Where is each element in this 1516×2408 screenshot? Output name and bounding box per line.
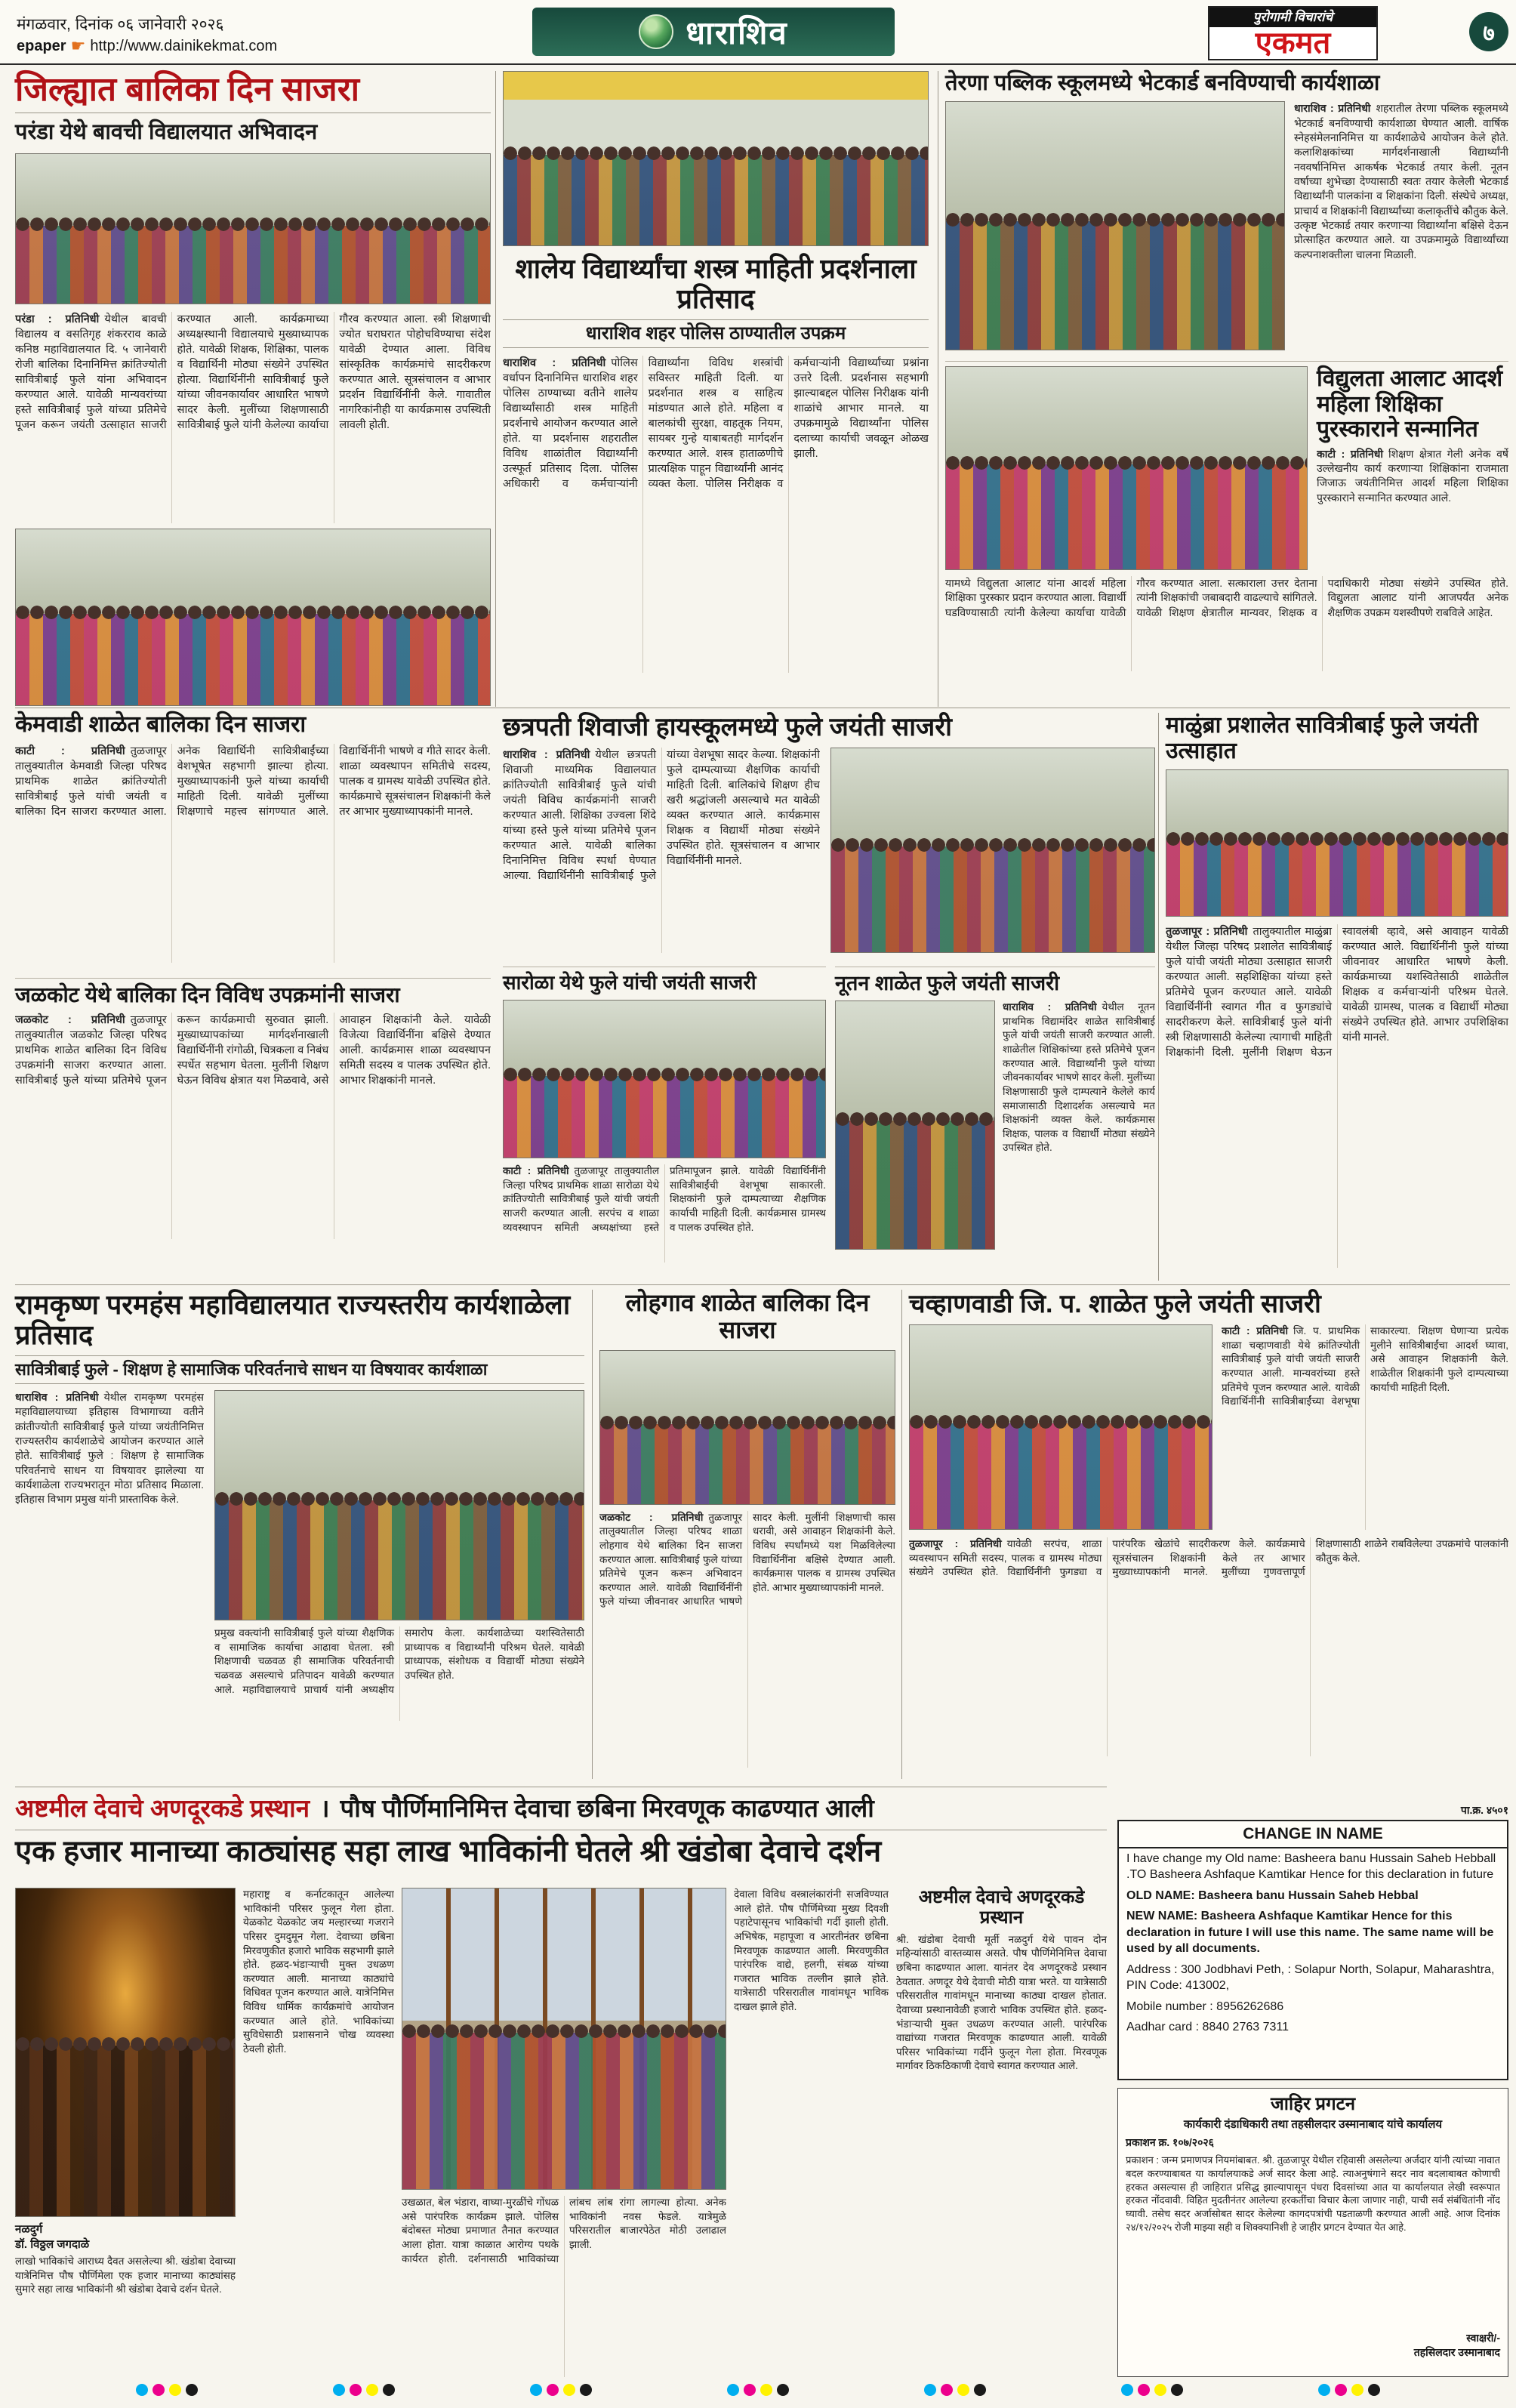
magenta-dot <box>941 2384 953 2396</box>
byline: जळकोट : प्रतिनिधी <box>599 1511 704 1523</box>
print-registration-dots <box>1318 2384 1380 2396</box>
epaper-line <box>17 36 277 56</box>
byline: धाराशिव : प्रतिनिधी <box>503 357 606 370</box>
headline: केमवाडी शाळेत बालिका दिन साजरा <box>15 712 307 737</box>
photo-shastra-pradarshan <box>503 71 929 246</box>
subhead: धाराशिव शहर पोलिस ठाण्यातील उपक्रम <box>503 319 929 349</box>
khandoba-column-1 <box>15 1888 236 2376</box>
brand-name: एकमत <box>1255 26 1331 60</box>
article-balika-din <box>15 71 491 523</box>
byline: काटी : प्रतिनिधी <box>503 1165 569 1177</box>
black-dot <box>580 2384 592 2396</box>
brand-box <box>1208 6 1378 60</box>
website-link[interactable]: http://www.dainikekmat.com <box>90 37 278 54</box>
headline: शालेय विद्यार्थ्यांचा शस्त्र माहिती प्रदर्शनाला प्रतिसाद <box>515 253 917 315</box>
black-dot <box>186 2384 198 2396</box>
notice-body: प्रकाशन : जन्म प्रमाणपत्र नियमांबाबत. श्री. तुळजापूर येथील रहिवासी असलेल्या अर्जदार यांनी त्यांच्या नावात बदल करण्याबाबत या कार्यालयाकडे अर्ज सादर केला आहे. त्याअनुषंगाने सदर नाव बदलाबाबत कोणाची हरकत असल्यास ही जाहिरात प्रसिद्ध झाल्यापासून पंधरा दिवसांच्या आत या कार्यालयात लेखी स्वरूपात हरकत नोंदवावी. विहित मुदतीनंतर आलेल्या हरकतींचा विचार केला जाणार नाही, याची सर्व संबंधितांनी नोंद घ्यावी. तसेच सदर अर्जासोबत सादर केलेल्या कागदपत्रांची पडताळणी करण्यात आली आहे. आज दिनांक २४/१२/२०२५ रोजी माझ्या सही व शिक्क्यानिशी हे जाहीर प्रगटन देण्यात येत आहे. <box>1126 2154 1500 2234</box>
brand-tagline: पुरोगामी विचारांचे <box>1209 8 1376 27</box>
body-text: शहरातील तेरणा पब्लिक स्कूलमध्ये भेटकार्ड बनविण्याची कार्यशाळा घेण्यात आली. वार्षिक स्नेहसंमेलनानिमित्त या कार्यशाळेचे आयोजन केले होते. कलाशिक्षकांच्या मार्गदर्शनाखाली विद्यार्थ्यांनी नववर्षानिमित्त आकर्षक भेटकार्ड तयार केली. नूतन वर्षाच्या शुभेच्छा देण्यासाठी स्वतः तयार केलेली भेटकार्ड विद्यार्थ्यांनी पालकांना व शिक्षकांना दिली. संस्थेचे अध्यक्ष, प्राचार्य व शिक्षकांनी विद्यार्थ्यांच्या कलाकृतींचे कौतुक केले. उत्कृष्ट भेटकार्ड तयार करणाऱ्या विद्यार्थ्यांना बक्षिसे देऊन प्रोत्साहित करण्यात आले. या उपक्रमामुळे विद्यार्थ्यांच्या कल्पनाशक्तीला चालना मिळाली. <box>1294 102 1508 261</box>
change-in-name-notice <box>1117 1820 1508 2080</box>
yellow-dot <box>957 2384 969 2396</box>
headline: नूतन शाळेत फुले जयंती साजरी <box>835 972 1060 994</box>
body-text: येथील बावची विद्यालय व वसतिगृह शंकरराव काळे कनिष्ठ महाविद्यालयात दि. ५ जानेवारी रोजी बालिका दिनानिमित्त क्रांतिज्योती सावित्रीबाई फुले यांना अभिवादन करण्यात आले. यावेळी मान्यवरांच्या हस्ते सावित्रीबाई फुले यांच्या प्रतिमेचे पूजन करून जयंती उत्साहात साजरी करण्यात आली. कार्यक्रमाच्या अध्यक्षस्थानी विद्यालयाचे मुख्याध्यापक होते. यावेळी शिक्षक, शिक्षिका, पालक व विद्यार्थिनी मोठ्या संख्येने उपस्थित होत्या. विद्यार्थिनींनी सावित्रीबाई फुले यांच्या जीवनकार्यावर आधारित भाषणे सादर केली. मुलींच्या शिक्षणासाठी सावित्रीबाई फुले यांनी केलेल्या कार्याचा गौरव करण्यात आला. स्त्री शिक्षणाची ज्योत घराघरात पोहोचविण्याचा संदेश यावेळी देण्यात आला. विविध सांस्कृतिक कार्यक्रमांचे सादरीकरण करण्यात आले. सूत्रसंचालन व आभार प्रदर्शन विद्यार्थिनींनी केले. गावातील नागरिकांनीही या कार्यक्रमास उपस्थिती लावली होती. <box>15 313 491 432</box>
notice-ref-line: प्रकाशन क्र. १०७/२०२६ <box>1126 2135 1214 2148</box>
body-text: येथील रामकृष्ण परमहंस महाविद्यालयाच्या इतिहास विभागाच्या वतीने क्रांतीज्योती सावित्रीबाई फुले यांच्या जयंतीनिमित्त राज्यस्तरीय कार्यशाळेचे आयोजन करण्यात आले होते. सावित्रीबाई फुले : शिक्षण हे सामाजिक परिवर्तनाचे साधन या विषयावर झालेल्या या कार्यशाळेला राज्यभरातून मोठा प्रतिसाद मिळाला. इतिहास विभाग प्रमुख यांनी प्रास्ताविक केले. <box>15 1391 204 1506</box>
body-text: तुळजापूर तालुक्यातील जळकोट जिल्हा परिषद प्राथमिक शाळेत बालिका दिन विविध उपक्रमांनी साजरा करण्यात आला. सावित्रीबाई फुले यांच्या प्रतिमेचे पूजन करून कार्यक्रमाची सुरुवात झाली. मुख्याध्यापकांच्या मार्गदर्शनाखाली विद्यार्थिनींनी रांगोळी, चित्रकला व निबंध स्पर्धेत सहभाग घेतला. मुलींनी शिक्षण घेऊन विविध क्षेत्रात यश मिळवावे, असे आवाहन शिक्षकांनी केले. यावेळी विजेत्या विद्यार्थिनींना बक्षिसे देण्यात आली. कार्यक्रमास शाळा व्यवस्थापन समिती सदस्य व पालक उपस्थित होते. आभार शिक्षकांनी मानले. <box>15 1014 491 1087</box>
byline: काटी : प्रतिनिधी <box>15 745 125 757</box>
body-text: पोलिस वर्धापन दिनानिमित्त धाराशिव शहर पोलिस ठाण्याच्या वतीने शालेय विद्यार्थ्यांसाठी शस्त्र माहिती प्रदर्शनाचे आयोजन करण्यात आले होते. या प्रदर्शनास शहरातील विविध शाळांतील विद्यार्थ्यांनी उत्स्फूर्त प्रतिसाद दिला. पोलिस अधिकारी व कर्मचाऱ्यांनी विद्यार्थ्यांना विविध शस्त्रांची सविस्तर माहिती दिली. या प्रदर्शनात शस्त्र व साहित्य मांडण्यात आले होते. महिला व बालकांची सुरक्षा, वाहतूक नियम, सायबर गुन्हे याबाबतही मार्गदर्शन करण्यात आले. शस्त्र हाताळणीचे प्रात्यक्षिक पाहून विद्यार्थ्यांनी आनंद व्यक्त केला. पोलिस निरीक्षक व कर्मचाऱ्यांनी विद्यार्थ्यांच्या प्रश्नांना उत्तरे दिली. प्रदर्शनास सहभागी झाल्याबद्दल पोलिस निरीक्षक यांनी शाळांचे आभार मानले. या उपक्रमामुळे विद्यार्थ्यांना पोलिस दलाच्या कार्याची जवळून ओळख झाली. <box>503 357 929 491</box>
body-text: येथील छत्रपती शिवाजी माध्यमिक विद्यालयात क्रांतिज्योती सावित्रीबाई फुले यांची जयंती विविध कार्यक्रमांनी साजरी करण्यात आली. शिक्षिका उज्वला शिंदे यांच्या हस्ते फुले यांच्या प्रतिमेचे पूजन करण्यात आले. यावेळी बालिका दिनानिमित्त विविध स्पर्धा घेण्यात आल्या. विद्यार्थिनींनी सावित्रीबाई फुले यांच्या वेशभूषा सादर केल्या. शिक्षकांनी फुले दाम्पत्याच्या शैक्षणिक कार्याची माहिती दिली. बालिकांचे शिक्षण हीच खरी श्रद्धांजली असल्याचे मत यावेळी व्यक्त करण्यात आले. कार्यक्रमास शिक्षक व विद्यार्थी मोठ्या संख्येने उपस्थित होते. सूत्रसंचालन व आभार विद्यार्थिनींनी मानले. <box>503 749 820 883</box>
photo-malumbra <box>1166 769 1508 917</box>
article-ramkrishna-workshop <box>15 1290 584 1722</box>
headline: तेरणा पब्लिक स्कूलमध्ये भेटकार्ड बनविण्याची कार्यशाळा <box>945 71 1380 95</box>
byline: जळकोट : प्रतिनिधी <box>15 1014 125 1027</box>
article-terna-school <box>945 71 1508 350</box>
article-ashtamil <box>896 1888 1107 2375</box>
byline: काटी : प्रतिनिधी <box>1317 447 1384 460</box>
photo-ramkrishna-workshop <box>214 1390 584 1620</box>
divider <box>495 71 496 707</box>
photo-nutan <box>835 1001 995 1250</box>
photo-vidyulata-alat <box>945 366 1308 570</box>
subarticle-heading: अष्टमील देवाचे अणदूरकडे प्रस्थान <box>918 1887 1085 1928</box>
notice-intro: I have change my Old name: Basheera banu Hussain Saheb Hebball .TO Basheera Ashfaque Kamtikar Hence for this declaration in future <box>1126 1852 1496 1882</box>
photo-temple-night <box>15 1888 236 2217</box>
body-text: तुळजापूर तालुक्यातील जिल्हा परिषद शाळा लोहगाव येथे बालिका दिन साजरा करण्यात आला. सावित्रीबाई फुले यांच्या प्रतिमेचे पूजन करून अभिवादन करण्यात आले. यावेळी विद्यार्थिनींनी फुले यांच्या जीवनावर आधारित भाषणे सादर केली. मुलींनी शिक्षणाची कास धरावी, असे आवाहन शिक्षकांनी केले. विविध स्पर्धांमध्ये यश मिळविलेल्या विद्यार्थिनींना बक्षिसे देण्यात आली. कार्यक्रमास पालक व ग्रामस्थ उपस्थित होते. आभार मुख्याध्यापकांनी मानले. <box>599 1511 895 1608</box>
body-text: देवाला विविध वस्त्रालंकारांनी सजविण्यात आले होते. पौष पौर्णिमेच्या मुख्य दिवशी पहाटेपासूनच भाविकांची गर्दी झाली होती. अभिषेक, महापूजा व आरतीनंतर छबिना मिरवणूक काढण्यात आली. मिरवणुकीत पारंपरिक वाद्ये, हलगी, संबळ यांच्या गजरात भाविक तल्लीन झाले होते. यात्रेसाठी परिसरातील गावांमधून भाविक दाखल झाले होते. <box>734 1888 889 2012</box>
notice-mobile: Mobile number : 8956262686 <box>1126 1999 1284 2013</box>
author-credit: डॉ. विठ्ठल जगदाळे <box>15 2238 90 2251</box>
notice-new-name: NEW NAME: Basheera Ashfaque Kamtikar Hence for this declaration in future I will use this name. The same name will be used by all documents. <box>1126 1910 1494 1956</box>
headline: छत्रपती शिवाजी हायस्कूलमध्ये फुले जयंती साजरी <box>503 713 952 742</box>
magenta-dot <box>547 2384 559 2396</box>
byline: धाराशिव : प्रतिनिधी <box>503 749 590 762</box>
photo-sarola <box>503 1000 826 1158</box>
yellow-dot <box>366 2384 378 2396</box>
magenta-dot <box>1138 2384 1150 2396</box>
cyan-dot <box>727 2384 739 2396</box>
body-text: जि. प. प्राथमिक शाळा चव्हाणवाडी येथे क्रांतिज्योती सावित्रीबाई फुले यांची जयंती साजरी करण्यात आली. मान्यवरांच्या हस्ते प्रतिमेचे पूजन करण्यात आले. यावेळी विद्यार्थिनींनी सावित्रीबाईंच्या वेशभूषा साकारल्या. शिक्षण घेणाऱ्या प्रत्येक मुलीने सावित्रीबाईंचा आदर्श घ्यावा, असे आवाहन शिक्षकांनी केले. शाळेतील शिक्षकांनी फुले दाम्पत्याच्या कार्याची माहिती दिली. <box>1222 1325 1508 1407</box>
notice-sign-label: स्वाक्षरी/- <box>1466 2331 1500 2344</box>
article-kemwadi <box>15 529 491 963</box>
black-dot <box>1171 2384 1183 2396</box>
black-dot <box>383 2384 395 2396</box>
yellow-dot <box>169 2384 181 2396</box>
body-text-continued: यामध्ये विद्युलता आलाट यांना आदर्श महिला शिक्षिका पुरस्कार प्रदान करण्यात आला. विद्यार्थी घडविण्यासाठी त्यांनी केलेल्या कार्याचा यावेळी गौरव करण्यात आला. सत्काराला उत्तर देताना त्यांनी शिक्षकांची जबाबदारी वाढल्याचे सांगितले. यावेळी शिक्षण क्षेत्रातील मान्यवर, शिक्षक व पदाधिकारी मोठ्या संख्येने उपस्थित होते. विद्युलता आलाट यांनी आजपर्यंत अनेक शैक्षणिक उपक्रम यशस्वीपणे राबविले आहेत. <box>945 577 1508 618</box>
article-sarola <box>503 967 826 1263</box>
headline: एक हजार मानाच्या काठ्यांसह सहा लाख भाविकांनी घेतले श्री खंडोबा देवाचे दर्शन <box>15 1835 882 1868</box>
print-registration-dots <box>333 2384 395 2396</box>
masthead-banner <box>532 8 895 56</box>
notice-title: जाहिर प्रगटन <box>1270 2094 1356 2114</box>
byline: तुळजापूर : प्रतिनिधी <box>909 1538 1002 1550</box>
body-text: तालुक्यातील माळुंब्रा येथील जिल्हा परिषद प्रशालेत सावित्रीबाई फुले यांची जयंती मोठ्या उत्साहात साजरी करण्यात आली. सहशिक्षिका यांच्या हस्ते प्रतिमेचे पूजन करण्यात आले. यावेळी विद्यार्थिनींनी स्वागत गीत व फुगड्यांचे सादरीकरण केले. सावित्रीबाई फुले यांनी स्त्री शिक्षणासाठी केलेल्या त्यागाची माहिती शिक्षकांनी दिली. मुलींनी शिक्षण घेऊन स्वावलंबी व्हावे, असे आवाहन यावेळी करण्यात आले. विद्यार्थिनींनी फुले यांच्या जीवनावर आधारित भाषणे केली. कार्यक्रमाच्या यशस्वितेसाठी शाळेतील शिक्षक व कर्मचाऱ्यांनी परिश्रम घेतले. यावेळी ग्रामस्थ, पालक व विद्यार्थी मोठ्या संख्येने उपस्थित होते. आभार उपशिक्षिका यांनी मानले. <box>1166 926 1508 1059</box>
cyan-dot <box>1318 2384 1330 2396</box>
print-registration-dots <box>530 2384 592 2396</box>
print-registration-dots <box>727 2384 789 2396</box>
photo-kemwadi <box>15 529 491 706</box>
byline: परंडा : प्रतिनिधी <box>15 313 100 326</box>
black-dot <box>1368 2384 1380 2396</box>
print-registration-dots <box>924 2384 986 2396</box>
yellow-dot <box>760 2384 772 2396</box>
article-lohgaon <box>599 1290 895 1768</box>
divider <box>901 1290 902 1779</box>
black-dot <box>974 2384 986 2396</box>
date-line: मंगळवार, दिनांक ०६ जानेवारी २०२६ <box>17 16 224 33</box>
notice-old-name: OLD NAME: Basheera banu Hussain Saheb Hebbal <box>1126 1888 1419 1902</box>
notice-office-line: कार्यकारी दंडाधिकारी तथा तहसीलदार उस्मानाबाद यांचे कार्यालय <box>1183 2117 1443 2131</box>
magenta-dot <box>744 2384 756 2396</box>
khandoba-column-2 <box>243 1888 394 2377</box>
article-vidyulata-alat <box>945 361 1508 671</box>
headline: माळुंब्रा प्रशालेत सावित्रीबाई फुले जयंती उत्साहात <box>1166 713 1478 763</box>
photo-chavhanwadi <box>909 1324 1212 1530</box>
article-shastra-pradarshan <box>503 71 929 673</box>
body-text: तुळजापूर तालुक्यातील केमवाडी जिल्हा परिषद प्राथमिक शाळेत क्रांतिज्योती सावित्रीबाई फुले यांची जयंती व बालिका दिन साजरा करण्यात आला. अनेक विद्यार्थिनी सावित्रीबाईंच्या वेशभूषेत सहभागी झाल्या होत्या. मुख्याध्यापकांनी फुले यांच्या कार्याची माहिती दिली. यावेळी मुलींच्या शिक्षणाचे महत्त्व सांगण्यात आले. विद्यार्थिनींनी भाषणे व गीते सादर केली. शाळा व्यवस्थापन समितीचे सदस्य, पालक व ग्रामस्थ यावेळी उपस्थित होते. कार्यक्रमाचे सूत्रसंचालन शिक्षकांनी केले तर आभार मुख्याध्यापकांनी मानले. <box>15 745 491 818</box>
black-dot <box>777 2384 789 2396</box>
article-khandoba-headline <box>15 1835 1107 1869</box>
cyan-dot <box>530 2384 542 2396</box>
photo-kathi-procession <box>402 1888 726 2190</box>
headline: जिल्ह्यात बालिका दिन साजरा <box>15 71 491 113</box>
epaper-label: epaper <box>17 37 66 54</box>
cyan-dot <box>1121 2384 1133 2396</box>
globe-icon <box>639 14 673 49</box>
article-chavhanwadi <box>909 1290 1508 1756</box>
article-chhatrapati-shivaji <box>503 713 1155 953</box>
body-text: यावेळी सरपंच, शाळा व्यवस्थापन समिती सदस्य, पालक व ग्रामस्थ मोठ्या संख्येने उपस्थित होते. विद्यार्थिनींनी फुगड्या व पारंपरिक खेळांचे सादरीकरण केले. कार्यक्रमाचे सूत्रसंचालन शिक्षकांनी केले तर आभार मुख्याध्यापकांनी मानले. मुलींच्या गुणवत्तापूर्ण शिक्षणासाठी शाळेने राबविलेल्या उपक्रमांचे पालकांनी कौतुक केले. <box>909 1538 1508 1578</box>
body-text: तुळजापूर तालुक्यातील जिल्हा परिषद प्राथमिक शाळा सारोळा येथे क्रांतिज्योती सावित्रीबाई फुले यांची जयंती साजरी करण्यात आली. सरपंच व शाळा व्यवस्थापन समिती अध्यक्षांच्या हस्ते प्रतिमापूजन झाले. यावेळी विद्यार्थिनींनी सावित्रीबाईंची वेशभूषा साकारली. शिक्षकांनी फुले दाम्पत्याच्या शैक्षणिक कार्याची माहिती दिली. कार्यक्रमास ग्रामस्थ व पालक उपस्थित होते. <box>503 1165 826 1233</box>
photo-lohgaon <box>599 1350 895 1505</box>
divider <box>15 1284 1510 1285</box>
body-text: महाराष्ट्र व कर्नाटकातून आलेल्या भाविकांनी परिसर फुलून गेला होता. येळकोट येळकोट जय मल्हारच्या गजराने परिसर दुमदुमून गेला. देवाच्या छबिना मिरवणुकीत हजारो भाविक सहभागी झाले होते. हळद-भंडाऱ्याची मुक्त उधळण करण्यात आली. मानाच्या काठ्यांचे विधिवत पूजन करण्यात आले. यात्रेनिमित्त विविध धार्मिक कार्यक्रमांचे आयोजन करण्यात आले होते. भाविकांच्या सुविधेसाठी प्रशासनाने चोख व्यवस्था ठेवली होती. <box>243 1888 394 2055</box>
body-text: श्री. खंडोबा देवाची मूर्ती नळदुर्ग येथे पावन दोन महिन्यांसाठी वास्तव्यास असते. पौष पौर्णिमेनिमित्त देवाचा छबिना काढण्यात आला. यानंतर देव अणदूरकडे प्रस्थान ठेवतात. अणदूर येथे देवाची मोठी यात्रा भरते. या यात्रेसाठी परिसरातील गावांमधून मानाच्या काठ्या दाखल होतात. देवाच्या प्रस्थानावेळी हजारो भाविक उपस्थित होते. हळद-भंडाऱ्याची मुक्त उधळण करण्यात आली. पारंपरिक वाद्यांच्या गजरात मिरवणूक काढण्यात आली. यावेळी परिसर भाविकांच्या गर्दीने फुलून गेला होता. मिरवणूक मार्गावर ठिकठिकाणी देवाचे स्वागत करण्यात आले. <box>896 1933 1107 2072</box>
photo-terna-school <box>945 101 1285 350</box>
headline: जळकोट येथे बालिका दिन विविध उपक्रमांनी साजरा <box>15 983 400 1007</box>
body-text: उखळात, बेल भंडारा, वाघ्या-मुरळींचे गोंधळ असे पारंपरिक कार्यक्रम झाले. पोलिस बंदोबस्त मोठ्या प्रमाणात तैनात करण्यात आला होता. यात्रा काळात आरोग्य पथके कार्यरत होती. दर्शनासाठी भाविकांच्या लांबच लांब रांगा लागल्या होत्या. अनेक भाविकांनी नवस फेडले. यात्रेमुळे परिसरातील बाजारपेठेत मोठी उलाढाल झाली. <box>402 2197 726 2265</box>
article-jalkot <box>15 978 491 1239</box>
byline: धाराशिव : प्रतिनिधी <box>1294 102 1371 115</box>
byline: धाराशिव : प्रतिनिधी <box>1003 1001 1097 1013</box>
page-ref-note: पा.क्र. ४५०१ <box>1460 1804 1508 1816</box>
body-text: शिक्षण क्षेत्रात गेली अनेक वर्षे उल्लेखनीय कार्य करणाऱ्या शिक्षिकांना राजमाता जिजाऊ जयंतीनिमित्त आदर्श महिला शिक्षिका पुरस्काराने सन्मानित करण्यात आले. <box>1317 447 1508 504</box>
cyan-dot <box>924 2384 936 2396</box>
print-registration-dots <box>136 2384 198 2396</box>
headline: रामकृष्ण परमहंस महाविद्यालयात राज्यस्तरीय कार्यशाळेला प्रतिसाद <box>15 1289 571 1351</box>
article-malumbra <box>1166 713 1508 1268</box>
body-text: येथील नूतन प्राथमिक विद्यामंदिर शाळेत सावित्रीबाई फुले यांची जयंती साजरी करण्यात आली. शाळेतील शिक्षिकांच्या हस्ते प्रतिमेचे पूजन करण्यात आले. विद्यार्थ्यांनी फुले यांच्या जीवनकार्यावर भाषणे सादर केली. मुलींच्या शिक्षणासाठी फुले दाम्पत्याने केलेले कार्य समाजासाठी दिशादर्शक असल्याचे मत शिक्षकांनी व्यक्त केले. कार्यक्रमास शिक्षक, पालक व विद्यार्थी मोठ्या संख्येने उपस्थित होते. <box>1003 1001 1155 1154</box>
dateline: नळदुर्ग <box>15 2223 43 2236</box>
byline: काटी : प्रतिनिधी <box>1222 1325 1288 1337</box>
photo-chhatrapati-shivaji <box>830 748 1155 953</box>
page-header <box>0 0 1516 65</box>
headline: चव्हाणवाडी जि. प. शाळेत फुले जयंती साजरी <box>909 1290 1321 1318</box>
hand-pointer-icon: ☛ <box>70 36 86 55</box>
headline: विद्युलता आलाट आदर्श महिला शिक्षिका पुरस्काराने सन्मानित <box>1317 366 1503 442</box>
body-text-continued: प्रमुख वक्त्यांनी सावित्रीबाई फुले यांच्या शैक्षणिक व सामाजिक कार्याचा आढावा घेतला. स्त्री शिक्षणाची चळवळ ही सामाजिक परिवर्तनाची चळवळ असल्याचे प्रतिपादन यावेळी करण्यात आले. महाविद्यालयाचे प्राचार्य यांनी अध्यक्षीय समारोप केला. कार्यशाळेच्या यशस्वितेसाठी प्राध्यापक व विद्यार्थ्यांनी परिश्रम घेतले. यावेळी प्राध्यापक, संशोधक व विद्यार्थी मोठ्या संख्येने उपस्थित होते. <box>214 1627 584 1695</box>
body-text: लाखो भाविकांचे आराध्य दैवत असलेल्या श्री. खंडोबा देवाच्या यात्रेनिमित्त पौष पौर्णिमेला एक हजार मानाच्या काठ्यांसह सुमारे सहा लाख भाविकांनी श्री खंडोबा देवाचे दर्शन घेतले. <box>15 2255 236 2295</box>
magenta-dot <box>153 2384 165 2396</box>
cyan-dot <box>333 2384 345 2396</box>
page-number-badge: ७ <box>1469 12 1508 51</box>
procession-banner <box>15 1787 1107 1830</box>
article-nutan <box>835 967 1155 1250</box>
yellow-dot <box>1351 2384 1363 2396</box>
notice-title: CHANGE IN NAME <box>1119 1821 1507 1848</box>
yellow-dot <box>563 2384 575 2396</box>
jahir-pragatan-notice <box>1117 2088 1508 2377</box>
byline: धाराशिव : प्रतिनिधी <box>15 1391 99 1404</box>
cyan-dot <box>136 2384 148 2396</box>
divider <box>1158 713 1159 1281</box>
headline: लोहगाव शाळेत बालिका दिन साजरा <box>625 1289 870 1343</box>
magenta-dot <box>350 2384 362 2396</box>
khandoba-column-3 <box>402 1888 726 2377</box>
banner-black-text: पौष पौर्णिमानिमित्त देवाचा छबिना मिरवणूक काढण्यात आली <box>340 1793 874 1822</box>
notice-aadhar: Aadhar card : 8840 2763 7311 <box>1126 2020 1289 2033</box>
notice-address: Address : 300 Jodbhavi Peth, : Solapur North, Solapur, Maharashtra, PIN Code: 413002, <box>1126 1962 1495 1993</box>
headline: सारोळा येथे फुले यांची जयंती साजरी <box>503 971 756 994</box>
photo-balika-din <box>15 153 491 304</box>
banner-red-text: अष्टमील देवाचे अणदूरकडे प्रस्थान <box>15 1793 310 1822</box>
banner-separator: । <box>320 1793 330 1822</box>
masthead-title: धाराशिव <box>686 14 788 51</box>
yellow-dot <box>1154 2384 1166 2396</box>
subhead: सावित्रीबाई फुले - शिक्षण हे सामाजिक परिवर्तनाचे साधन या विषयावर कार्यशाळा <box>15 1355 584 1384</box>
print-registration-row <box>0 2379 1516 2401</box>
khandoba-column-4 <box>734 1888 889 2377</box>
divider <box>592 1290 593 1779</box>
byline: तुळजापूर : प्रतिनिधी <box>1166 926 1248 939</box>
notice-sign-name: तहसिलदार उस्मानाबाद <box>1413 2345 1500 2358</box>
magenta-dot <box>1335 2384 1347 2396</box>
subhead: परंडा येथे बावची विद्यालयात अभिवादन <box>15 120 318 145</box>
print-registration-dots <box>1121 2384 1183 2396</box>
